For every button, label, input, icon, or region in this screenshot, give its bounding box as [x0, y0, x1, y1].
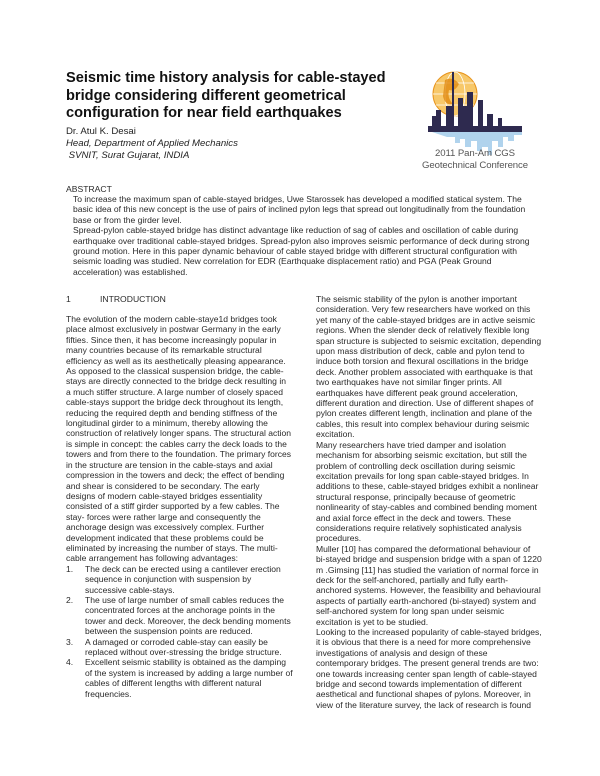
text-line: pylon creates different length, inclination and plane of the: [316, 408, 533, 419]
text-line: additions to these, cable-stayed bridges exhibit a nonlinear: [316, 481, 539, 492]
text-line: bridge and second towards implementation of different: [316, 679, 522, 690]
paper-title: [66, 70, 386, 123]
text-line: consideration. Very few researchers have worked on this: [316, 304, 531, 315]
author-affiliation: SVNIT, Surat Gujarat, INDIA: [66, 150, 190, 162]
text-line: procedures.: [316, 533, 362, 544]
text-line: is simple in concept: the cables carry the deck loads to the: [66, 438, 287, 449]
text-line: designs of modern cable-stayed bridges essentiality: [66, 490, 263, 501]
text-line: one towards increasing center span length of cable-stayed: [316, 668, 537, 679]
list-number: 3.: [66, 636, 74, 647]
text-line: The deck can be erected using a cantilever erection: [85, 563, 281, 574]
abstract-text: [73, 194, 530, 277]
text-line: upon mass distribution of deck, cable and pylon tend to: [316, 346, 525, 357]
text-line: construction of relatively longer spans. The structural action: [66, 428, 292, 439]
text-line: successive cable-stays.: [85, 584, 175, 595]
text-line: cables of different lengths with different natural: [85, 678, 262, 689]
text-line: Spread-pylon cable-stayed bridge has distinct advantage like reduction of sag of cables and oscillation of cable during: [73, 225, 519, 236]
text-line: Muller [10] has compared the deformational behaviour of: [316, 543, 531, 554]
list-number: 4.: [66, 657, 74, 668]
text-line: different duration and direction. Use of different shapes of: [316, 398, 534, 409]
title-line: bridge considering different geometrical: [66, 87, 346, 104]
text-line: induce both torsion and flexural oscillations in the bridge: [316, 356, 529, 367]
text-line: earthquakes have different peak ground acceleration,: [316, 387, 518, 398]
text-line: The evolution of the modern cable-staye1d bridges took: [66, 314, 277, 324]
text-line: ground motion. Here in this paper dynamic behaviour of cable stayed bridge with different structural configuration with: [73, 246, 518, 257]
list-text: [85, 595, 291, 637]
list-item: [66, 637, 293, 658]
text-line: tower and deck. Moreover, the deck bending moments: [85, 615, 291, 626]
author-name: Dr. Atul K. Desai: [66, 126, 136, 137]
text-line: seismic loading was studied. New correlation for EDR (Earthquake displacement ratio) and PGA (Peak Ground: [73, 256, 492, 267]
logo-line-1: 2011 Pan-Am CGS: [435, 148, 515, 159]
text-line: As opposed to the classical suspension bridge, the cable-: [66, 366, 284, 377]
text-line: and shear is considered to be secondary. The early: [66, 480, 260, 491]
text-line: aesthetical and functional shapes of pylons. Moreover, in: [316, 689, 531, 700]
text-line: The seismic stability of the pylon is another important: [316, 294, 517, 304]
text-line: aspects of partially earth-anchored (bi-stayed) system and: [316, 595, 536, 606]
text-line: mechanism for absorbing seismic excitation, but still the: [316, 450, 527, 461]
text-line: Looking to the increased popularity of cable-stayed bridges,: [316, 627, 542, 637]
text-line: nonlinearity of stay-cables and combined bending moment: [316, 502, 537, 513]
list-text: [85, 564, 281, 595]
text-line: To increase the maximum span of cable-stayed bridges, Uwe Starossek has developed a modified statical system. The: [73, 194, 522, 204]
text-line: excitation prevails for long span cable-stayed bridges. In: [316, 470, 529, 481]
section-title: INTRODUCTION: [100, 294, 166, 304]
text-line: cables, this result into complex behaviour during seismic: [316, 418, 530, 429]
text-line: acceleration) was established.: [73, 266, 188, 277]
text-line: reducing the required depth and bending stiffness of the: [66, 407, 278, 418]
list-number: 2.: [66, 594, 74, 605]
author-block: [66, 126, 238, 163]
text-line: eliminated by increasing the number of stays. The multi-: [66, 542, 278, 553]
text-line: a much stiffer structure. A large number of closely spaced: [66, 386, 283, 397]
text-line: consisted of a stiff girder supported by a few cables. The: [66, 501, 280, 512]
text-line: development indicated that these problems could be: [66, 532, 264, 543]
text-line: regions. When the slender deck of relatively flexible long: [316, 325, 530, 336]
text-line: sequence in conjunction with suspension by: [85, 574, 252, 585]
text-line: fifties. Since then, it has become increasingly popular in: [66, 334, 277, 345]
text-line: and axial force effect in the deck and towers. These: [316, 512, 511, 523]
logo-line-2: Geotechnical Conference: [422, 160, 528, 172]
text-line: excitation.: [316, 429, 355, 440]
conference-logo-text: [418, 148, 532, 173]
text-line: m .Gimsing [11] has studied the variation of normal force in: [316, 564, 539, 575]
text-line: two earthquakes have not similar finger prints. All: [316, 377, 502, 388]
text-line: structural response, principally because of geometric: [316, 491, 516, 502]
text-line: excitation is yet to be studied.: [316, 616, 429, 627]
text-line: place almost exclusively in postwar Germany in the early: [66, 324, 281, 335]
list-item: [66, 657, 293, 699]
text-line: Excellent seismic stability is obtained as the damping: [85, 657, 286, 668]
text-line: A damaged or corroded cable-stay can easily be: [85, 636, 268, 647]
text-line: yet many of the cable-stayed bridges are in active seismic: [316, 314, 535, 325]
list-number: 1.: [66, 563, 74, 574]
text-line: view of the literature survey, the lack of research is found: [316, 699, 532, 710]
text-line: The use of large number of small cables reduces the: [85, 594, 285, 605]
text-line: investigations of analysis and design of these: [316, 647, 488, 658]
title-line: configuration for near field earthquakes: [66, 105, 342, 121]
text-line: it is obvious that there is a need for more comprehensive: [316, 637, 531, 648]
section-heading-introduction: [66, 294, 166, 304]
text-line: of the system is increased by adding a large number of: [85, 667, 293, 678]
text-line: stays are directly connected to the bridge deck resulting in: [66, 376, 286, 387]
text-line: anchored systems. However, the feasibility and behavioural: [316, 585, 541, 596]
list-item: [66, 564, 293, 595]
text-line: base or from the girder level.: [73, 214, 182, 225]
intro-paragraph: [66, 314, 293, 564]
text-line: bi-stayed bridge and suspension bridge with a span of 1220: [316, 554, 542, 565]
text-line: in the structure are tension in the cable-stays and axial: [66, 459, 273, 470]
list-text: [85, 657, 293, 699]
text-line: earthquake over traditional cable-stayed bridges. Spread-pylon also improves seismic performance of deck during strong: [73, 235, 530, 246]
list-text: [85, 637, 282, 658]
text-line: deck for the self-anchored, partially and fully earth-: [316, 574, 508, 585]
text-line: efficiency as well as its aesthetically pleasing appearance.: [66, 355, 286, 366]
text-line: span structure is subjected to seismic excitation, depending: [316, 335, 542, 346]
text-line: longitudinal girder to a minimum, thereby allowing the: [66, 418, 268, 429]
author-position: Head, Department of Applied Mechanics: [66, 138, 238, 150]
list-item: [66, 595, 293, 637]
text-line: concentrated forces at the anchorage points in the: [85, 605, 276, 616]
text-line: problem of controlling deck oscillation during seismic: [316, 460, 516, 471]
right-column: [316, 294, 542, 710]
text-line: considerations require relatively sophisticated analysis: [316, 522, 522, 533]
advantages-list: [66, 564, 293, 699]
text-line: Many researchers have tried damper and isolation: [316, 439, 507, 450]
text-line: cable arrangement has following advantages:: [66, 553, 238, 564]
text-line: deck. Another problem associated with earthquake is that: [316, 366, 533, 377]
text-line: towers and from there to the foundation. The primary forces: [66, 449, 292, 460]
title-line: Seismic time history analysis for cable-stayed: [66, 70, 386, 86]
text-line: frequencies.: [85, 688, 132, 699]
text-line: stay- forces were rather large and consequently the: [66, 511, 261, 522]
text-line: anchorage design was excessively complex. Further: [66, 522, 265, 533]
text-line: compression in the towers and deck; the effect of bending: [66, 470, 285, 481]
abstract-heading: ABSTRACT: [66, 184, 112, 194]
text-line: many countries because of its remarkable structural: [66, 345, 262, 356]
text-line: self-anchored system for long span under seismic: [316, 606, 505, 617]
text-line: basic idea of this new concept is the use of pairs of inclined pylon legs that spread out longitudinally from the foundation: [73, 204, 526, 215]
text-line: between the suspension points are reduced.: [85, 626, 253, 637]
text-line: contemporary bridges. The present general trends are two:: [316, 658, 539, 669]
section-number: 1: [66, 294, 71, 304]
text-line: cable-stays support the bridge deck throughout its length,: [66, 397, 284, 408]
text-line: replaced without over-stressing the bridge structure.: [85, 647, 282, 657]
left-column: [66, 314, 293, 699]
